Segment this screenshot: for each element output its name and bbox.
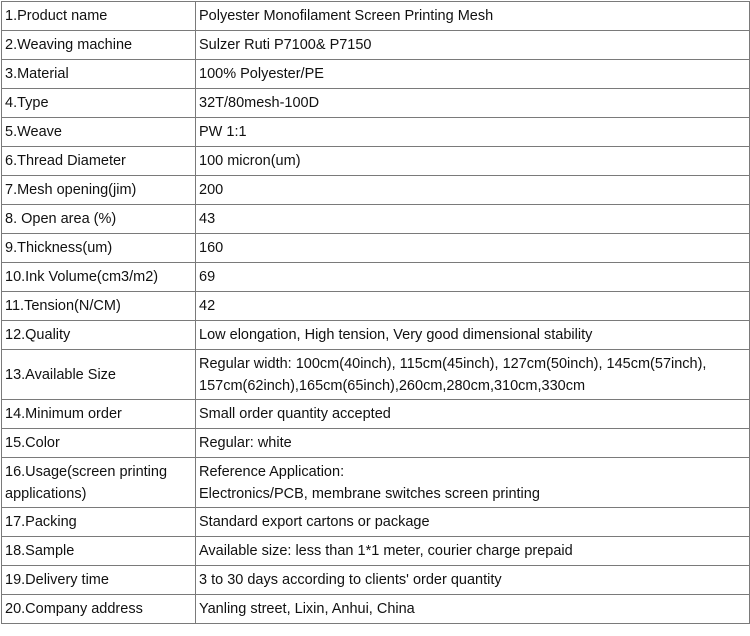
table-row (2, 595, 750, 624)
spec-value (196, 350, 750, 400)
table-row (2, 292, 750, 321)
spec-label: 19.Delivery time (2, 566, 196, 595)
table-row (2, 234, 750, 263)
table-row (2, 537, 750, 566)
spec-label: 17.Packing (2, 508, 196, 537)
spec-value-line: Electronics/PCB, membrane switches screen printing (199, 485, 540, 502)
table-row (2, 89, 750, 118)
spec-label: 14.Minimum order (2, 400, 196, 429)
spec-value: 32T/80mesh-100D (196, 89, 750, 118)
spec-label: 7.Mesh opening(jim) (2, 176, 196, 205)
table-row (2, 566, 750, 595)
spec-label: 5.Weave (2, 118, 196, 147)
spec-label: 12.Quality (2, 321, 196, 350)
table-row (2, 176, 750, 205)
table-row (2, 147, 750, 176)
spec-value: 160 (196, 234, 750, 263)
spec-value: 69 (196, 263, 750, 292)
spec-label: 11.Tension(N/CM) (2, 292, 196, 321)
spec-value: Yanling street, Lixin, Anhui, China (196, 595, 750, 624)
spec-label: 2.Weaving machine (2, 31, 196, 60)
spec-label: 1.Product name (2, 2, 196, 31)
spec-value: PW 1:1 (196, 118, 750, 147)
spec-value: 42 (196, 292, 750, 321)
spec-value: Polyester Monofilament Screen Printing Mesh (196, 2, 750, 31)
spec-value: 100 micron(um) (196, 147, 750, 176)
spec-label: 18.Sample (2, 537, 196, 566)
spec-value: 3 to 30 days according to clients' order quantity (196, 566, 750, 595)
spec-label: 15.Color (2, 429, 196, 458)
spec-label: 3.Material (2, 60, 196, 89)
spec-value: Low elongation, High tension, Very good dimensional stability (196, 321, 750, 350)
table-row (2, 400, 750, 429)
spec-value: 200 (196, 176, 750, 205)
spec-label: 8. Open area (%) (2, 205, 196, 234)
spec-label: 4.Type (2, 89, 196, 118)
spec-value (196, 458, 750, 508)
spec-label: 13.Available Size (2, 350, 196, 400)
table-row (2, 350, 750, 400)
table-row (2, 2, 750, 31)
spec-label: 9.Thickness(um) (2, 234, 196, 263)
spec-value: 100% Polyester/PE (196, 60, 750, 89)
table-row (2, 321, 750, 350)
table-row (2, 458, 750, 508)
spec-value: Standard export cartons or package (196, 508, 750, 537)
table-row (2, 429, 750, 458)
spec-label: 6.Thread Diameter (2, 147, 196, 176)
spec-value: Sulzer Ruti P7100& P7150 (196, 31, 750, 60)
table-row (2, 31, 750, 60)
spec-label-line: applications) (5, 485, 87, 502)
table-row (2, 263, 750, 292)
spec-value: Available size: less than 1*1 meter, courier charge prepaid (196, 537, 750, 566)
table-row (2, 508, 750, 537)
table-row (2, 60, 750, 89)
product-spec-table (1, 1, 750, 624)
table-row (2, 205, 750, 234)
table-row (2, 118, 750, 147)
spec-value-line: Regular width: 100cm(40inch), 115cm(45inch), 127cm(50inch), 145cm(57inch), (199, 355, 707, 372)
spec-label-line: 16.Usage(screen printing (5, 463, 168, 480)
spec-label (2, 458, 196, 508)
spec-label: 20.Company address (2, 595, 196, 624)
spec-value: Regular: white (196, 429, 750, 458)
spec-value-line: 157cm(62inch),165cm(65inch),260cm,280cm,310cm,330cm (199, 377, 586, 394)
spec-value-line: Reference Application: (199, 463, 345, 480)
spec-label: 10.Ink Volume(cm3/m2) (2, 263, 196, 292)
spec-value: Small order quantity accepted (196, 400, 750, 429)
spec-value: 43 (196, 205, 750, 234)
